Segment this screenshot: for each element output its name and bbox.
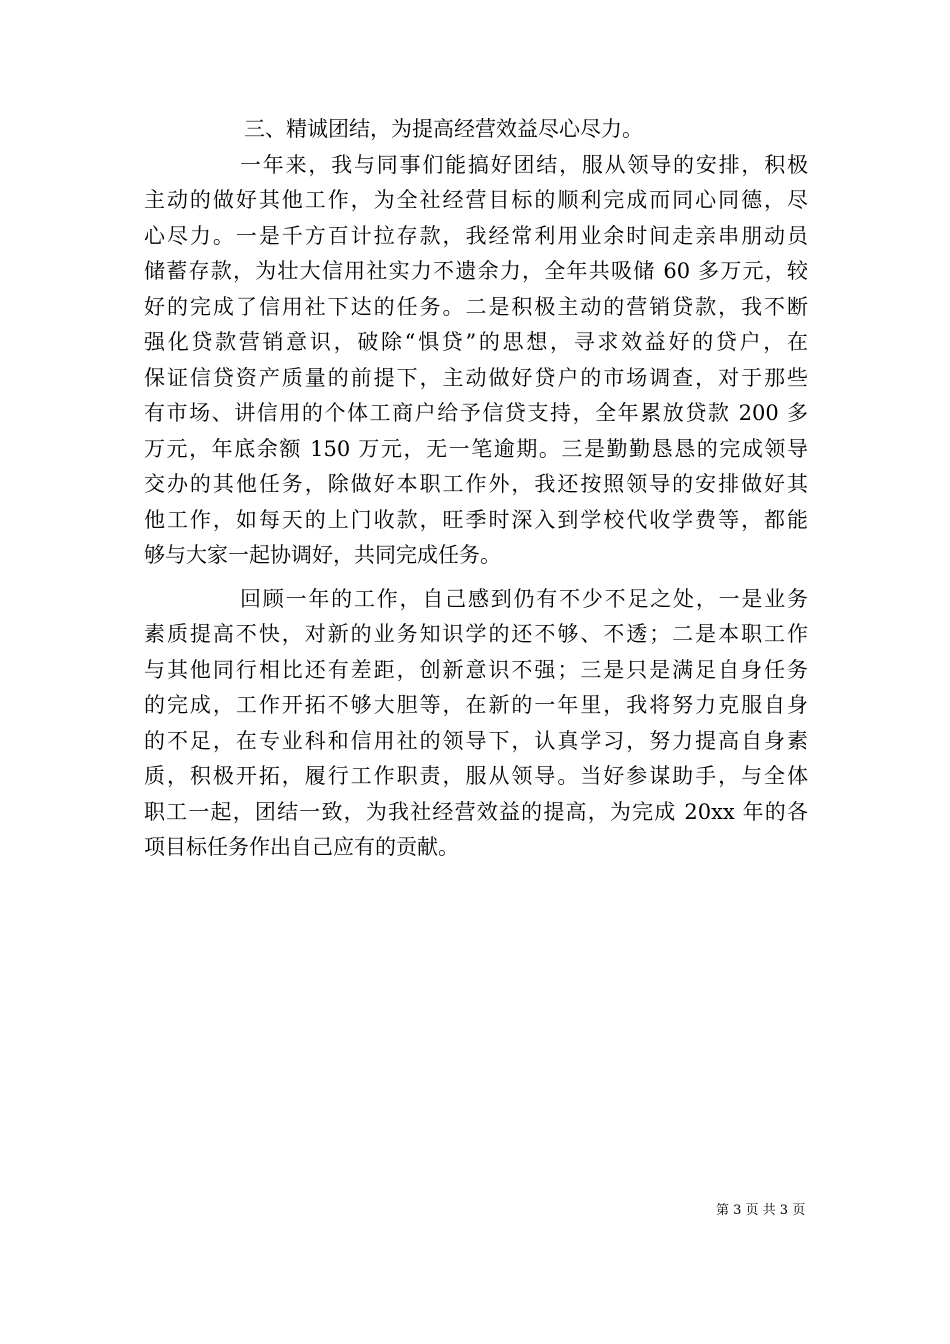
paragraph-line: 一年来，我与同事们能搞好团结，服从领导的安排，积极 [240, 152, 808, 177]
paragraph-line: 储蓄存款，为壮大信用社实力不遗余力，全年共吸储 60 多万元，较 [144, 259, 808, 283]
paragraph-line: 有市场、讲信用的个体工商户给予信贷支持，全年累放贷款 200 多 [144, 401, 808, 425]
paragraph-line: 心尽力。一是千方百计拉存款，我经常利用业余时间走亲串朋动员 [144, 223, 808, 248]
paragraph-line: 够与大家一起协调好，共同完成任务。 [144, 543, 501, 567]
paragraph-2 [144, 582, 808, 866]
paragraph-line: 回顾一年的工作，自己感到仍有不少不足之处，一是业务 [240, 586, 808, 611]
paragraph-line: 的不足，在专业科和信用社的领导下，认真学习，努力提高自身素 [144, 728, 808, 753]
paragraph-line: 项目标任务作出自己应有的贡献。 [144, 835, 459, 859]
paragraph-1 [144, 148, 808, 574]
page-number-footer: 第 3 页 共 3 页 [716, 1203, 806, 1218]
paragraph-line: 保证信贷资产质量的前提下，主动做好贷户的市场调查，对于那些 [144, 365, 808, 390]
paragraph-line: 强化贷款营销意识，破除“惧贷”的思想，寻求效益好的贷户，在 [144, 330, 808, 354]
section-heading: 三、精诚团结，为提高经营效益尽心尽力。 [244, 117, 643, 141]
paragraph-line: 素质提高不快，对新的业务知识学的还不够、不透；二是本职工作 [144, 622, 808, 646]
paragraph-line: 交办的其他任务，除做好本职工作外，我还按照领导的安排做好其 [144, 472, 808, 496]
paragraph-line: 主动的做好其他工作，为全社经营目标的顺利完成而同心同德，尽 [144, 188, 808, 212]
paragraph-gap [144, 574, 808, 582]
paragraph-line: 他工作，如每天的上门收款，旺季时深入到学校代收学费等，都能 [144, 507, 808, 532]
paragraph-line: 职工一起，团结一致，为我社经营效益的提高，为完成 20xx 年的各 [144, 799, 808, 824]
paragraph-line: 万元，年底余额 150 万元，无一笔逾期。三是勤勤恳恳的完成领导 [144, 436, 808, 461]
paragraph-line: 的完成，工作开拓不够大胆等，在新的一年里，我将努力克服自身 [144, 693, 808, 717]
paragraph-line: 好的完成了信用社下达的任务。二是积极主动的营销贷款，我不断 [144, 294, 808, 319]
paragraph-line: 与其他同行相比还有差距，创新意识不强；三是只是满足自身任务 [144, 657, 808, 682]
document-body [144, 112, 808, 866]
paragraph-line: 质，积极开拓，履行工作职责，服从领导。当好参谋助手，与全体 [144, 764, 808, 788]
